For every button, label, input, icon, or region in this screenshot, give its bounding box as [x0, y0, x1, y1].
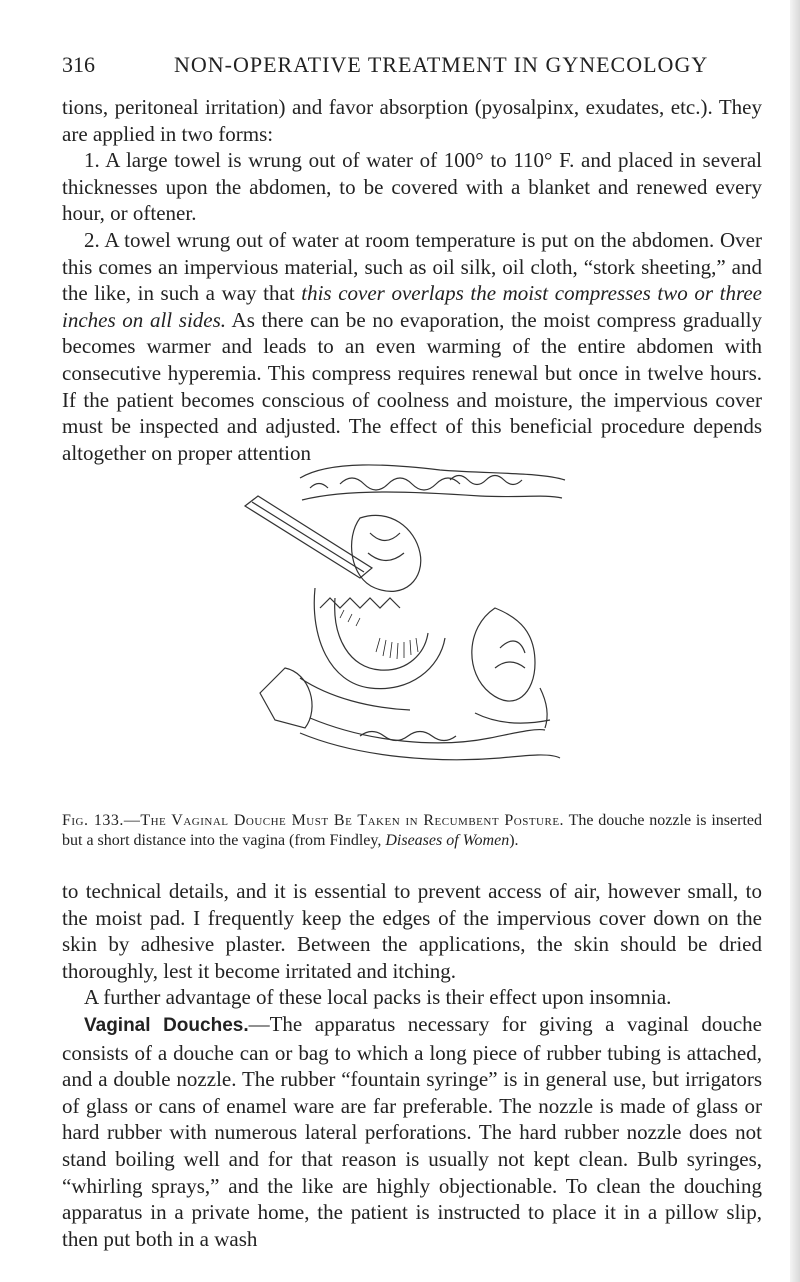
figure-label: Fig. 133.	[62, 812, 124, 829]
paragraph-insomnia: A further advantage of these local packs is their effect upon insomnia.	[84, 985, 672, 1010]
emphasis-text: this cover overlaps the moist compresses two or three inches on all sides.	[62, 281, 762, 332]
paragraph-cold-compress	[62, 227, 762, 466]
text-run: 2. A towel wrung out of water at room temperature is put on the abdomen. Over this comes an impervious material, such as oil silk, oil cloth, “stork sheeting,” and the like, in such a way that	[62, 227, 762, 306]
anatomical-illustration	[240, 458, 570, 788]
figure-caption	[62, 811, 762, 851]
caption-text: The douche nozzle is inserted but a short distance into the vagina (from Findley,	[62, 812, 763, 849]
section-run-in-heading: Vaginal Douches.	[84, 1014, 249, 1036]
upper-body-text	[62, 94, 762, 466]
rectum	[472, 608, 535, 701]
intestine-outline	[300, 465, 565, 480]
lower-body-text	[62, 878, 762, 1252]
page-header	[62, 52, 742, 86]
running-title: NON-OPERATIVE TREATMENT IN GYNECOLOGY	[174, 52, 709, 77]
paragraph: tions, peritoneal irritation) and favor absorption (pyosalpinx, exudates, etc.). They are applied in two forms:	[62, 95, 762, 146]
uterus	[352, 515, 421, 591]
perineum-outline	[300, 733, 560, 760]
paragraph: to technical details, and it is essential to prevent access of air, however small, to the moist pad. I frequently keep the edges of the impervious cover down on the skin by adhesive plaster. Between the applications, the skin should be dried thoroughly, lest it become irritated and itching.	[62, 879, 762, 983]
caption-citation: Diseases of Women	[385, 832, 510, 849]
pubic-bone	[260, 668, 312, 728]
paragraph-hot-towel: 1. A large towel is wrung out of water of 100° to 110° F. and placed in several thicknesses upon the abdomen, to be covered with a blanket and renewed every hour, or oftener.	[62, 148, 762, 226]
page-edge-shadow	[790, 0, 800, 1282]
page-number: 316	[62, 52, 95, 77]
text-run: —The apparatus necessary for giving a vaginal douche consists of a douche can or bag to which a long piece of rubber tubing is attached, and a double nozzle. The rubber “fountain syringe” is in general use, but irrigators of glass or cans of enamel ware are far preferable. The nozzle is made of glass or hard rubber with numerous lateral perforations. The hard rubber nozzle does not stand boiling well and for that reason is usually not kept clean. Bulb syringes, “whirling sprays,” and the like are highly objectionable. To clean the douching apparatus in a private home, the patient is instructed to place it in a pillow slip, then put both in a wash	[62, 1011, 762, 1251]
figure-title: —The Vaginal Douche Must Be Taken in Recumbent Posture.	[123, 812, 565, 829]
text-run: As there can be no evaporation, the moist compress gradually becomes warmer and leads to an even warming of the entire abdomen with consecutive hyperemia. This compress requires renewal but once in twelve hours. If the patient becomes conscious of coolness and moisture, the impervious cover must be inspected and adjusted. The effect of this beneficial procedure depends altogether on proper attention	[62, 307, 762, 465]
caption-text-end: ).	[509, 832, 519, 849]
paragraph-vaginal-douches	[62, 1011, 762, 1252]
